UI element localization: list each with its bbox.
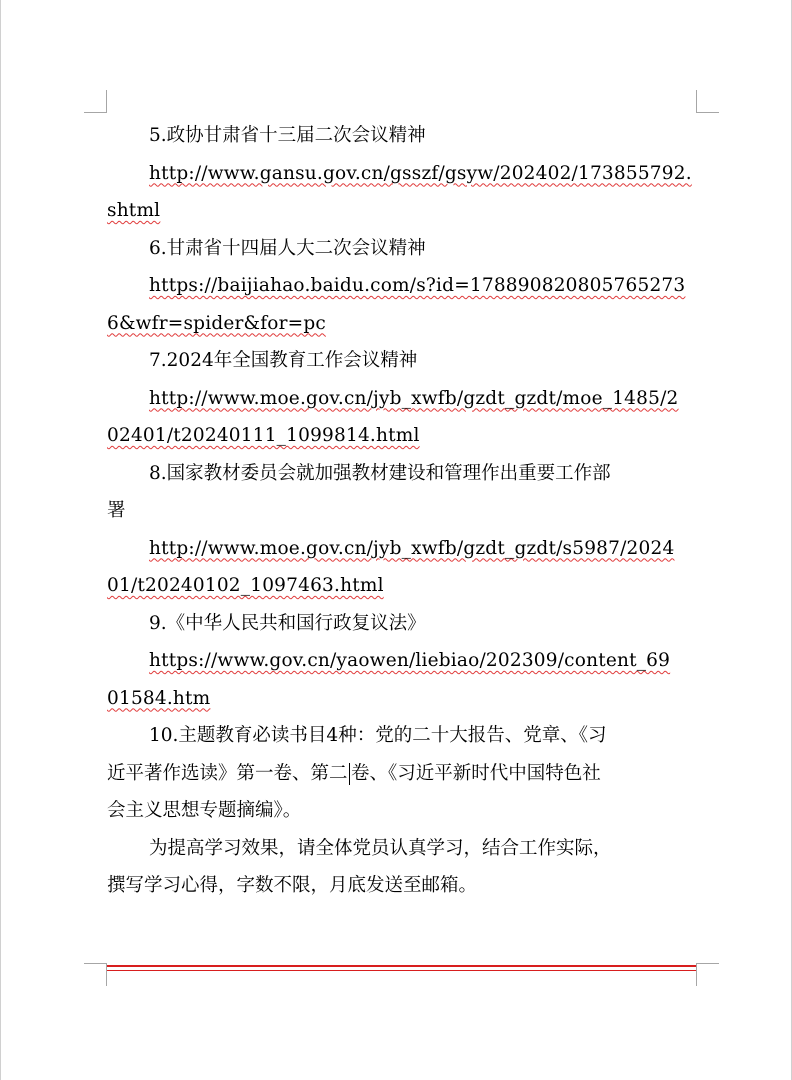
- page-left-edge: [0, 0, 1, 1080]
- line-item-9-url-cont[interactable]: 01584.htm: [107, 687, 211, 709]
- text-before-cursor: 近平著作选读》第一卷、第二: [107, 762, 348, 784]
- margin-mark-bottom-left: [84, 963, 107, 986]
- footer-red-rule-thin: [107, 970, 696, 971]
- line-item-10-title[interactable]: 10.主题教育必读书目4种：党的二十大报告、党章、《习: [149, 725, 607, 746]
- footer-red-rule-thick: [107, 965, 696, 967]
- document-body[interactable]: [107, 117, 697, 905]
- text-after-cursor: 卷、《习近平新时代中国特色社: [351, 762, 601, 784]
- line-item-7-url[interactable]: http://www.moe.gov.cn/jyb_xwfb/gzdt_gzdt/moe_1485/2: [149, 387, 679, 409]
- margin-mark-top-right: [696, 90, 719, 113]
- text-cursor: [349, 763, 351, 785]
- line-item-8-title-cont[interactable]: 署: [107, 500, 126, 521]
- line-item-10-cont[interactable]: [107, 755, 697, 793]
- closing-paragraph-line-1[interactable]: 为提高学习效果，请全体党员认真学习，结合工作实际，: [149, 837, 612, 859]
- margin-mark-bottom-right: [696, 963, 719, 986]
- line-item-10-cont-2[interactable]: 会主义思想专题摘编》。: [107, 800, 302, 821]
- line-item-5-title[interactable]: 5.政协甘肃省十三届二次会议精神: [149, 125, 426, 146]
- line-item-8-url-cont[interactable]: 01/t20240102_1097463.html: [107, 575, 384, 596]
- line-item-8-title[interactable]: 8.国家教材委员会就加强教材建设和管理作出重要工作部: [149, 462, 611, 484]
- line-item-6-url-cont[interactable]: 6&wfr=spider&for=pc: [107, 312, 326, 334]
- line-item-5-url-cont[interactable]: shtml: [107, 200, 161, 221]
- line-item-6-title[interactable]: 6.甘肃省十四届人大二次会议精神: [149, 237, 426, 259]
- margin-mark-top-left: [84, 90, 107, 113]
- closing-paragraph-line-2[interactable]: 撰写学习心得，字数不限，月底发送至邮箱。: [107, 875, 478, 896]
- line-item-7-url-cont[interactable]: 02401/t20240111_1099814.html: [107, 425, 420, 446]
- line-item-7-title[interactable]: 7.2024年全国教育工作会议精神: [149, 350, 418, 371]
- line-item-5-url[interactable]: http://www.gansu.gov.cn/gsszf/gsyw/202402/173855792.: [149, 162, 692, 184]
- line-item-9-title[interactable]: 9.《中华人民共和国行政复议法》: [149, 612, 426, 634]
- line-item-6-url[interactable]: https://baijiahao.baidu.com/s?id=178890820805765273: [149, 275, 686, 296]
- line-item-8-url[interactable]: http://www.moe.gov.cn/jyb_xwfb/gzdt_gzdt/s5987/2024: [149, 537, 675, 559]
- line-item-9-url[interactable]: https://www.gov.cn/yaowen/liebiao/202309/content_69: [149, 650, 671, 671]
